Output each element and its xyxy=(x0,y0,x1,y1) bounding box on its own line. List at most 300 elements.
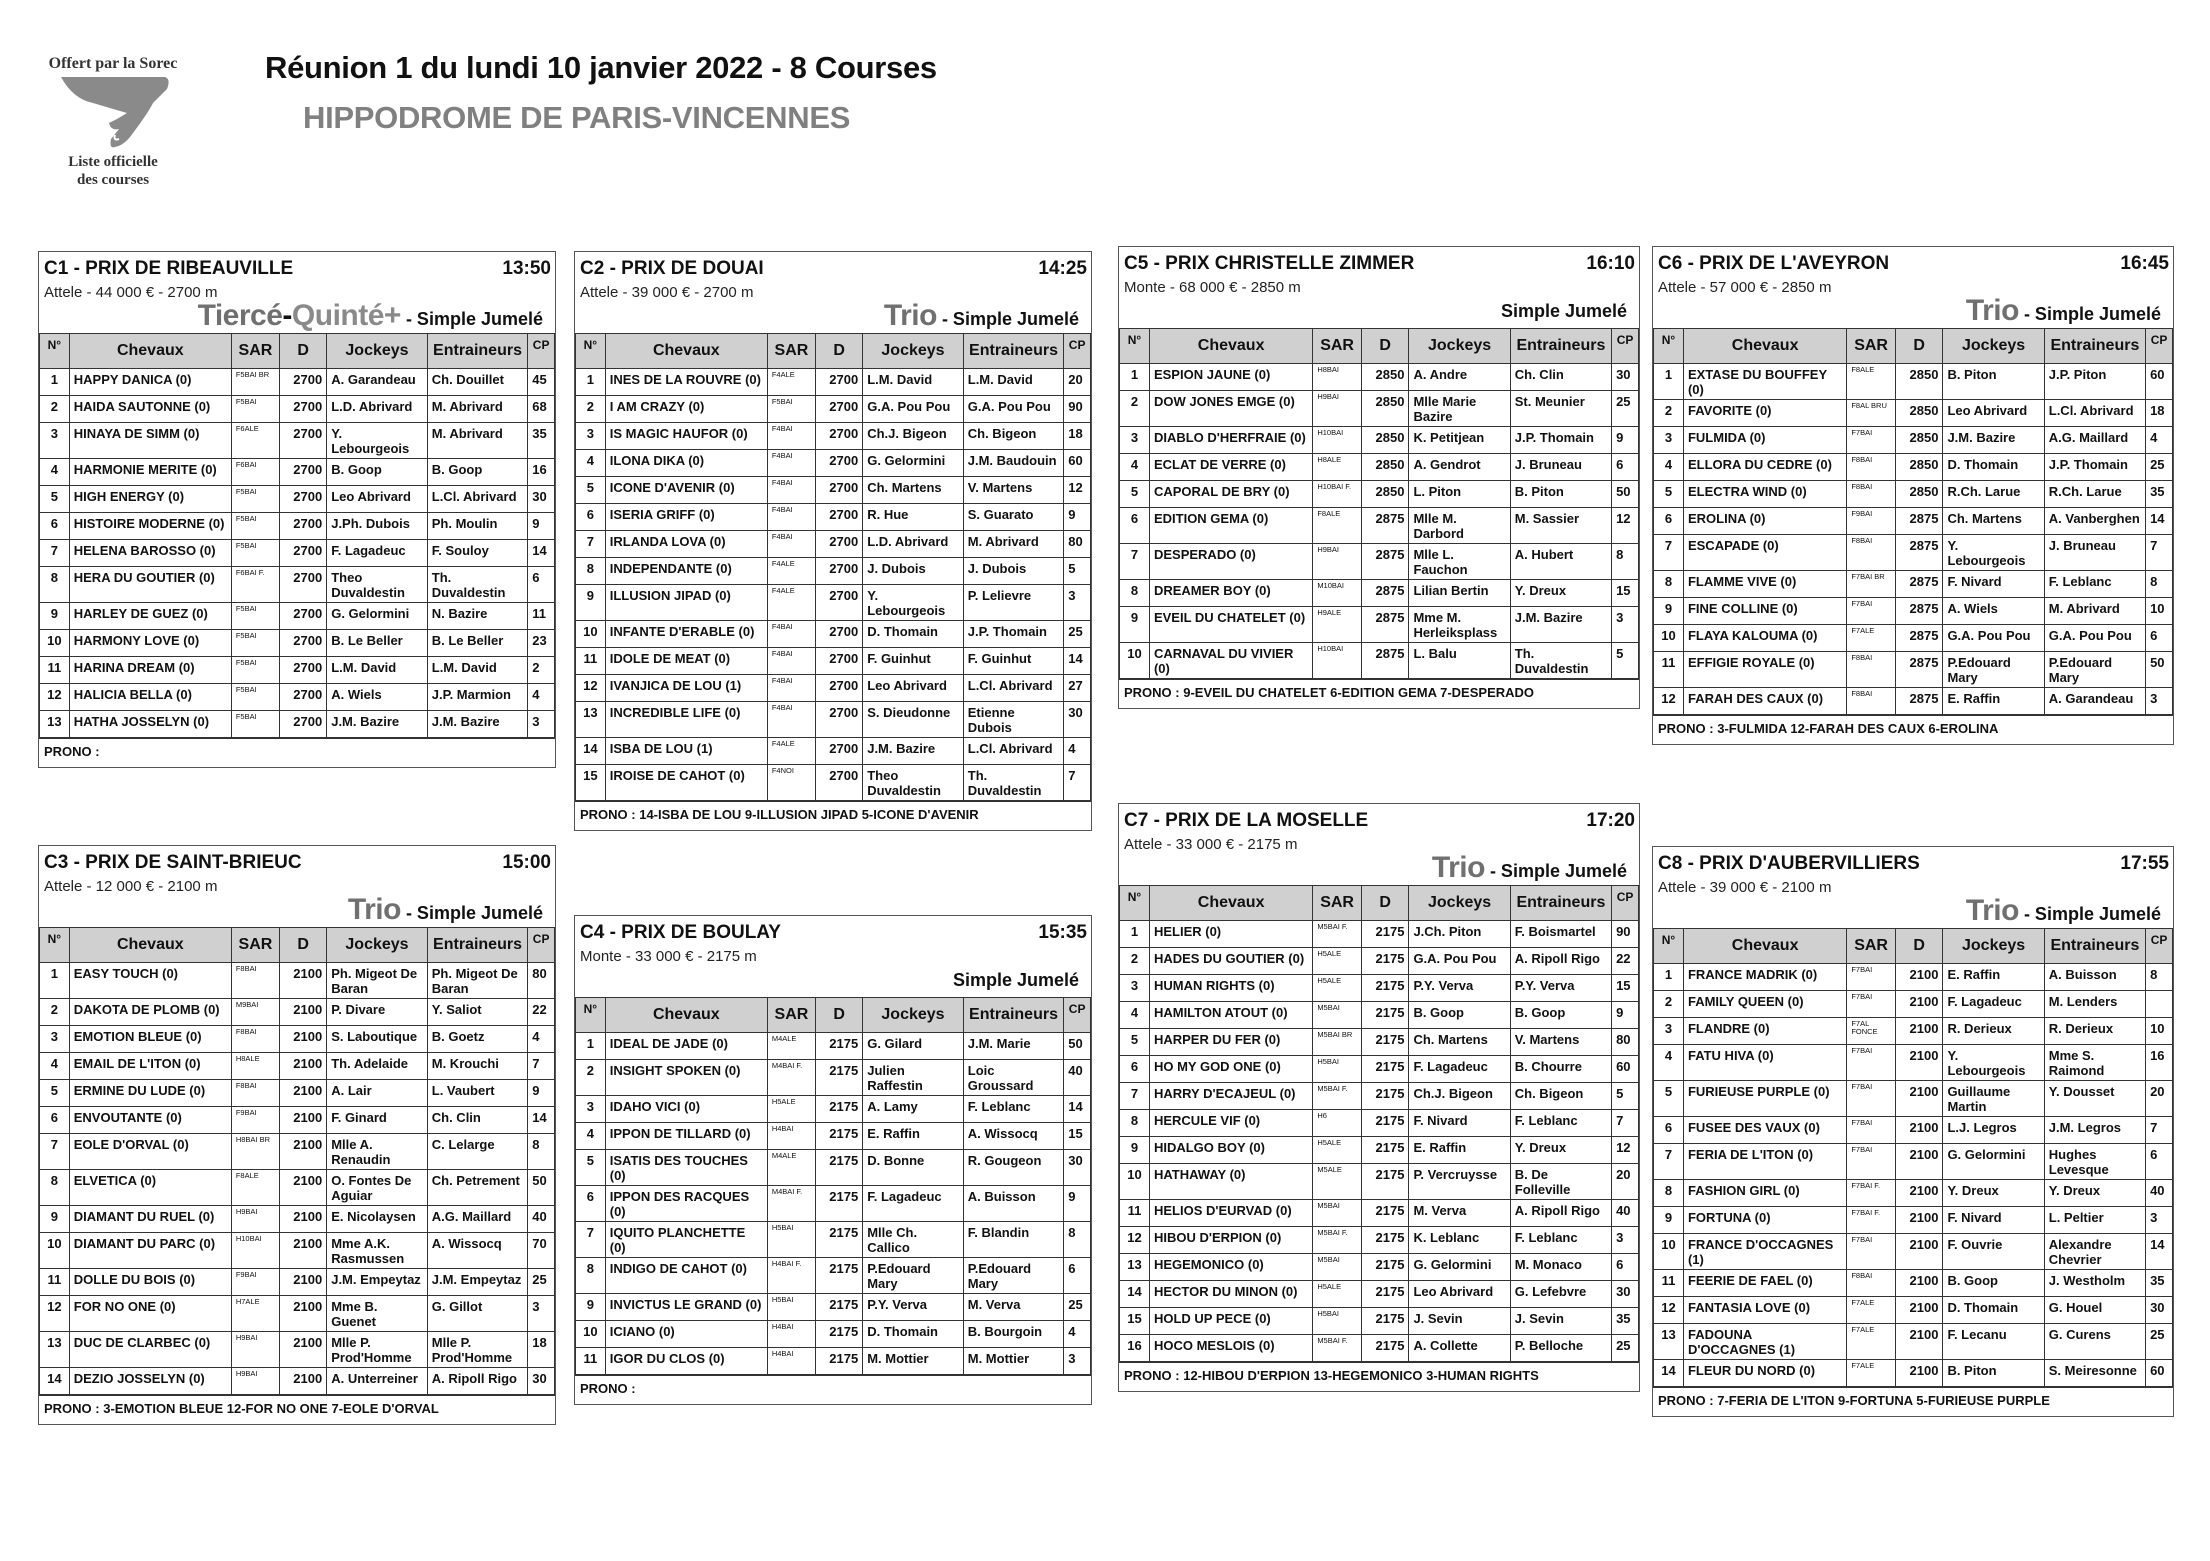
bet-secondary: - Simple Jumelé xyxy=(400,903,543,923)
runner-jockey: Mme B. Guenet xyxy=(327,1296,428,1332)
table-header-row xyxy=(576,334,1091,369)
runner-sar: H8ALE xyxy=(231,1053,279,1080)
runner-jockey: K. Petitjean xyxy=(1409,427,1510,454)
runner-row xyxy=(1654,1144,2173,1180)
runner-horse: FINE COLLINE (0) xyxy=(1683,598,1846,625)
runner-row xyxy=(1654,688,2173,715)
runner-row xyxy=(40,630,555,657)
runner-cp: 14 xyxy=(2146,1234,2173,1270)
runner-sar: M4BAI F. xyxy=(767,1186,815,1222)
runner-cp: 5 xyxy=(1612,643,1639,679)
runner-n: 6 xyxy=(40,1107,70,1134)
runner-jockey: Julien Raffestin xyxy=(863,1060,964,1096)
runner-n: 3 xyxy=(40,423,70,459)
runner-sar: F4ALE xyxy=(767,558,815,585)
runner-sar: M5BAI xyxy=(1313,1002,1362,1029)
runner-sar: F7AL FONCE xyxy=(1847,1018,1896,1045)
runner-sar: H8ALE xyxy=(1313,454,1362,481)
column-header-cp: CP xyxy=(528,928,555,963)
runner-horse: FLAMME VIVE (0) xyxy=(1683,571,1846,598)
column-header-trainer: Entraineurs xyxy=(1510,329,1611,364)
runner-n: 14 xyxy=(576,738,606,765)
runner-horse: HERA DU GOUTIER (0) xyxy=(69,567,231,603)
runner-cp: 14 xyxy=(1064,1096,1091,1123)
runner-cp: 7 xyxy=(2146,1117,2173,1144)
runner-n: 4 xyxy=(40,459,70,486)
column-header-cp: CP xyxy=(1612,329,1639,364)
runner-n: 14 xyxy=(1654,1360,1684,1387)
runner-trainer: J.M. Bazire xyxy=(427,711,528,738)
bet-main xyxy=(884,299,937,332)
runner-jockey: L.J. Legros xyxy=(1943,1117,2044,1144)
runner-jockey: P. Vercruysse xyxy=(1409,1164,1510,1200)
runner-n: 9 xyxy=(1654,1207,1684,1234)
runner-row xyxy=(40,1134,555,1170)
runner-horse: FANTASIA LOVE (0) xyxy=(1683,1297,1846,1324)
runner-horse: DOW JONES EMGE (0) xyxy=(1149,391,1312,427)
runners-table xyxy=(1653,328,2173,715)
runner-d: 2700 xyxy=(816,621,863,648)
runner-horse: ISERIA GRIFF (0) xyxy=(605,504,767,531)
meeting-title: Réunion 1 du lundi 10 janvier 2022 - 8 Courses xyxy=(265,50,937,85)
runner-row xyxy=(40,1206,555,1233)
runner-trainer: M. Verva xyxy=(963,1294,1064,1321)
runner-trainer: Y. Dreux xyxy=(1510,1137,1611,1164)
runner-trainer: L.Cl. Abrivard xyxy=(2044,400,2145,427)
runner-jockey: A. Wiels xyxy=(1943,598,2044,625)
runner-sar: F8ALE xyxy=(231,1170,279,1206)
runner-trainer: Ch. Clin xyxy=(1510,364,1611,391)
runner-horse: EMAIL DE L'ITON (0) xyxy=(69,1053,231,1080)
runner-row xyxy=(40,1107,555,1134)
runner-row xyxy=(1120,1308,1639,1335)
runner-n: 16 xyxy=(1120,1335,1150,1362)
runner-row xyxy=(1120,1164,1639,1200)
runner-row xyxy=(40,1368,555,1395)
runner-jockey: K. Leblanc xyxy=(1409,1227,1510,1254)
table-header-row xyxy=(1120,886,1639,921)
runner-trainer: J.M. Marie xyxy=(963,1033,1064,1060)
runner-cp: 25 xyxy=(2146,1324,2173,1360)
runner-row xyxy=(1120,643,1639,679)
runner-n: 4 xyxy=(40,1053,70,1080)
runner-jockey: E. Raffin xyxy=(1409,1137,1510,1164)
column-header-n: N° xyxy=(1654,929,1684,964)
runner-trainer: J. Westholm xyxy=(2044,1270,2145,1297)
runner-jockey: S. Laboutique xyxy=(327,1026,428,1053)
runner-sar: H5BAI xyxy=(767,1294,815,1321)
runner-cp: 27 xyxy=(1064,675,1091,702)
runner-n: 10 xyxy=(1654,625,1684,652)
runner-sar: F7BAI BR xyxy=(1847,571,1896,598)
runner-row xyxy=(40,1053,555,1080)
runner-trainer: J. Sevin xyxy=(1510,1308,1611,1335)
runner-n: 11 xyxy=(40,657,70,684)
column-header-d: D xyxy=(280,334,327,369)
runner-sar: F9BAI xyxy=(1847,508,1896,535)
race-info: Monte - 68 000 € - 2850 m xyxy=(1124,279,1301,296)
runner-horse: HISTOIRE MODERNE (0) xyxy=(69,513,231,540)
runner-horse: EROLINA (0) xyxy=(1683,508,1846,535)
runner-row xyxy=(1654,1234,2173,1270)
runner-trainer: S. Meiresonne xyxy=(2044,1360,2145,1387)
runner-row xyxy=(576,621,1091,648)
runner-d: 2875 xyxy=(1895,571,1943,598)
runner-sar: F9BAI xyxy=(231,1269,279,1296)
runner-sar: F8BAI xyxy=(1847,652,1896,688)
runner-sar: F5BAI xyxy=(231,657,279,684)
runner-jockey: Ph. Migeot De Baran xyxy=(327,963,428,999)
runner-row xyxy=(1120,1083,1639,1110)
column-header-trainer: Entraineurs xyxy=(2044,929,2145,964)
runner-n: 11 xyxy=(40,1269,70,1296)
runner-cp: 14 xyxy=(528,1107,555,1134)
runner-trainer: J.M. Legros xyxy=(2044,1117,2145,1144)
runner-horse: IGOR DU CLOS (0) xyxy=(605,1348,767,1375)
runner-jockey: J.Ch. Piton xyxy=(1409,921,1510,948)
column-header-jockey: Jockeys xyxy=(1409,329,1510,364)
runner-d: 2100 xyxy=(280,1134,327,1170)
column-header-sar: SAR xyxy=(231,928,279,963)
runner-n: 4 xyxy=(576,1123,606,1150)
race-info: Attele - 44 000 € - 2700 m xyxy=(44,284,218,301)
runner-horse: IQUITO PLANCHETTE (0) xyxy=(605,1222,767,1258)
runner-horse: ESCAPADE (0) xyxy=(1683,535,1846,571)
race-card-c7 xyxy=(1118,803,1640,1392)
runner-jockey: J.M. Empeytaz xyxy=(327,1269,428,1296)
runner-row xyxy=(576,450,1091,477)
runner-sar: F6ALE xyxy=(231,423,279,459)
runner-horse: ICONE D'AVENIR (0) xyxy=(605,477,767,504)
runner-cp: 8 xyxy=(1612,544,1639,580)
runner-sar: F7BAI F. xyxy=(1847,1180,1896,1207)
runner-d: 2875 xyxy=(1895,508,1943,535)
runner-trainer: Y. Dousset xyxy=(2044,1081,2145,1117)
runner-row xyxy=(40,396,555,423)
runner-jockey: B. Goop xyxy=(1943,1270,2044,1297)
runner-cp: 3 xyxy=(1612,1227,1639,1254)
runner-row xyxy=(576,738,1091,765)
runner-sar: F7BAI xyxy=(1847,1144,1896,1180)
runner-row xyxy=(1654,1180,2173,1207)
runner-sar: F5BAI xyxy=(231,540,279,567)
column-header-cp: CP xyxy=(2146,929,2173,964)
column-header-horse: Chevaux xyxy=(1149,886,1312,921)
runners-table xyxy=(1119,885,1639,1362)
column-header-n: N° xyxy=(1120,886,1150,921)
runner-cp: 6 xyxy=(528,567,555,603)
runner-horse: ISBA DE LOU (1) xyxy=(605,738,767,765)
runner-sar: M5BAI F. xyxy=(1313,1227,1362,1254)
runner-d: 2700 xyxy=(816,738,863,765)
runner-trainer: B. Piton xyxy=(1510,481,1611,508)
bet-secondary: - Simple Jumelé xyxy=(400,309,543,329)
runner-n: 5 xyxy=(1120,481,1150,508)
runner-horse: ESPION JAUNE (0) xyxy=(1149,364,1312,391)
runner-cp: 9 xyxy=(1612,427,1639,454)
race-time: 16:10 xyxy=(1586,253,1635,274)
runner-sar: H5BAI xyxy=(1313,1308,1362,1335)
column-header-cp: CP xyxy=(2146,329,2173,364)
runner-horse: HO MY GOD ONE (0) xyxy=(1149,1056,1312,1083)
runner-horse: HIDALGO BOY (0) xyxy=(1149,1137,1312,1164)
runner-cp: 50 xyxy=(528,1170,555,1206)
runner-sar: H10BAI xyxy=(1313,643,1362,679)
runner-trainer: Th. Duvaldestin xyxy=(1510,643,1611,679)
column-header-cp: CP xyxy=(528,334,555,369)
runner-horse: HATHAWAY (0) xyxy=(1149,1164,1312,1200)
runner-n: 13 xyxy=(1120,1254,1150,1281)
runner-horse: ERMINE DU LUDE (0) xyxy=(69,1080,231,1107)
runner-d: 2175 xyxy=(816,1150,863,1186)
runner-n: 1 xyxy=(576,369,606,396)
runner-n: 7 xyxy=(1654,1144,1684,1180)
bet-main xyxy=(1966,894,2019,927)
runner-trainer: M. Sassier xyxy=(1510,508,1611,544)
runner-sar: F8BAI xyxy=(231,1026,279,1053)
runner-cp: 50 xyxy=(1612,481,1639,508)
runner-horse: FEERIE DE FAEL (0) xyxy=(1683,1270,1846,1297)
runner-n: 5 xyxy=(576,1150,606,1186)
runner-cp: 6 xyxy=(2146,625,2173,652)
runner-jockey: F. Lagadeuc xyxy=(1943,991,2044,1018)
runner-jockey: F. Nivard xyxy=(1943,571,2044,598)
runner-cp: 3 xyxy=(1612,607,1639,643)
runner-cp: 6 xyxy=(1612,454,1639,481)
bet-separator: - xyxy=(282,299,292,332)
runner-row xyxy=(1120,975,1639,1002)
runner-cp: 12 xyxy=(1612,508,1639,544)
runner-cp: 50 xyxy=(2146,652,2173,688)
runner-row xyxy=(40,423,555,459)
runner-cp: 3 xyxy=(1064,1348,1091,1375)
runner-jockey: G. Gelormini xyxy=(327,603,428,630)
runner-jockey: F. Lecanu xyxy=(1943,1324,2044,1360)
runner-horse: EDITION GEMA (0) xyxy=(1149,508,1312,544)
runner-n: 9 xyxy=(1654,598,1684,625)
runner-jockey: P.Edouard Mary xyxy=(863,1258,964,1294)
runner-trainer: B. Goop xyxy=(427,459,528,486)
runner-trainer: R. Derieux xyxy=(2044,1018,2145,1045)
runner-jockey: Leo Abrivard xyxy=(327,486,428,513)
runner-sar: H7ALE xyxy=(231,1296,279,1332)
logo-bottom-text: Liste officielle des courses xyxy=(68,154,158,188)
runner-row xyxy=(1654,652,2173,688)
runner-row xyxy=(1120,1137,1639,1164)
runner-jockey: B. Piton xyxy=(1943,1360,2044,1387)
runner-trainer: Alexandre Chevrier xyxy=(2044,1234,2145,1270)
runner-d: 2175 xyxy=(1361,1083,1409,1110)
runner-horse: HAIDA SAUTONNE (0) xyxy=(69,396,231,423)
runner-d: 2175 xyxy=(816,1123,863,1150)
runner-jockey: J.Ph. Dubois xyxy=(327,513,428,540)
runner-sar: F5BAI xyxy=(767,396,815,423)
runner-jockey: Y. Lebourgeois xyxy=(327,423,428,459)
runner-sar: F7ALE xyxy=(1847,1360,1896,1387)
runner-jockey: D. Thomain xyxy=(1943,1297,2044,1324)
runner-d: 2850 xyxy=(1895,427,1943,454)
runner-row xyxy=(576,1222,1091,1258)
runner-horse: DEZIO JOSSELYN (0) xyxy=(69,1368,231,1395)
runner-horse: ICIANO (0) xyxy=(605,1321,767,1348)
runner-d: 2700 xyxy=(280,567,327,603)
runner-sar: F6BAI xyxy=(231,459,279,486)
runner-n: 3 xyxy=(1654,427,1684,454)
runner-sar: F4BAI xyxy=(767,621,815,648)
runner-n: 2 xyxy=(40,396,70,423)
runner-jockey: R.Ch. Larue xyxy=(1943,481,2044,508)
runner-jockey: M. Mottier xyxy=(863,1348,964,1375)
runner-jockey: A. Collette xyxy=(1409,1335,1510,1362)
runner-horse: FLANDRE (0) xyxy=(1683,1018,1846,1045)
runner-cp: 4 xyxy=(528,684,555,711)
runner-cp: 15 xyxy=(1612,580,1639,607)
runner-trainer: F. Leblanc xyxy=(2044,571,2145,598)
runner-d: 2875 xyxy=(1895,535,1943,571)
runner-sar: F5BAI BR xyxy=(231,369,279,396)
runner-trainer: A. Garandeau xyxy=(2044,688,2145,715)
runner-n: 8 xyxy=(1120,580,1150,607)
horse-logo-icon xyxy=(53,73,173,153)
runner-horse: ELECTRA WIND (0) xyxy=(1683,481,1846,508)
runner-row xyxy=(1120,1056,1639,1083)
runner-sar: H9BAI xyxy=(231,1368,279,1395)
runner-trainer: Ph. Migeot De Baran xyxy=(427,963,528,999)
runner-n: 3 xyxy=(40,1026,70,1053)
runner-jockey: G. Gilard xyxy=(863,1033,964,1060)
runner-sar: H5ALE xyxy=(767,1096,815,1123)
runner-sar: F8BAI xyxy=(231,1080,279,1107)
runner-cp: 22 xyxy=(1612,948,1639,975)
column-header-jockey: Jockeys xyxy=(1943,329,2044,364)
runner-sar: F4BAI xyxy=(767,702,815,738)
table-header-row xyxy=(576,998,1091,1033)
bet-types xyxy=(1119,853,1639,885)
runner-d: 2850 xyxy=(1361,364,1409,391)
runner-d: 2100 xyxy=(1895,1144,1943,1180)
table-header-row xyxy=(1120,329,1639,364)
runner-jockey: P. Divare xyxy=(327,999,428,1026)
runner-sar: F5BAI xyxy=(231,684,279,711)
runner-cp: 25 xyxy=(1612,1335,1639,1362)
runner-sar: H8BAI BR xyxy=(231,1134,279,1170)
table-header-row xyxy=(1654,329,2173,364)
runner-jockey: F. Nivard xyxy=(1409,1110,1510,1137)
runner-row xyxy=(576,1060,1091,1096)
bet-types xyxy=(1119,296,1639,328)
runner-horse: HERCULE VIF (0) xyxy=(1149,1110,1312,1137)
runner-cp: 3 xyxy=(528,1296,555,1332)
bet-types xyxy=(39,895,555,927)
runner-row xyxy=(40,684,555,711)
runner-trainer: Hughes Levesque xyxy=(2044,1144,2145,1180)
runner-sar: F4BAI xyxy=(767,477,815,504)
runner-n: 13 xyxy=(1654,1324,1684,1360)
runner-trainer: St. Meunier xyxy=(1510,391,1611,427)
runner-trainer: A. Buisson xyxy=(963,1186,1064,1222)
runner-n: 8 xyxy=(1654,571,1684,598)
runner-row xyxy=(1654,427,2173,454)
runner-d: 2875 xyxy=(1361,580,1409,607)
runner-trainer: F. Boismartel xyxy=(1510,921,1611,948)
runner-sar: H9BAI xyxy=(1313,391,1362,427)
runner-jockey: Leo Abrivard xyxy=(863,675,964,702)
runner-row xyxy=(576,504,1091,531)
runner-cp: 8 xyxy=(2146,964,2173,991)
runner-n: 6 xyxy=(1654,508,1684,535)
runner-horse: INDEPENDANTE (0) xyxy=(605,558,767,585)
column-header-sar: SAR xyxy=(1313,886,1362,921)
runner-sar: H5BAI xyxy=(1313,1056,1362,1083)
runner-cp: 25 xyxy=(528,1269,555,1296)
runner-n: 2 xyxy=(576,1060,606,1096)
runner-sar: M10BAI xyxy=(1313,580,1362,607)
column-header-jockey: Jockeys xyxy=(327,334,428,369)
column-header-jockey: Jockeys xyxy=(1943,929,2044,964)
runner-n: 3 xyxy=(576,1096,606,1123)
runner-n: 4 xyxy=(1120,1002,1150,1029)
runner-jockey: B. Goop xyxy=(327,459,428,486)
runner-d: 2100 xyxy=(280,1080,327,1107)
runner-row xyxy=(1120,1200,1639,1227)
runner-row xyxy=(1120,1281,1639,1308)
runner-horse: HARMONIE MERITE (0) xyxy=(69,459,231,486)
runner-horse: DIAMANT DU RUEL (0) xyxy=(69,1206,231,1233)
runner-cp: 14 xyxy=(528,540,555,567)
runner-trainer: F. Leblanc xyxy=(963,1096,1064,1123)
runner-row xyxy=(40,963,555,999)
runner-jockey: F. Guinhut xyxy=(863,648,964,675)
runner-row xyxy=(1654,454,2173,481)
runner-cp: 25 xyxy=(1612,391,1639,427)
runner-d: 2100 xyxy=(280,1170,327,1206)
runner-d: 2100 xyxy=(280,1269,327,1296)
runner-cp: 10 xyxy=(2146,1018,2173,1045)
runner-d: 2175 xyxy=(1361,1056,1409,1083)
runner-d: 2700 xyxy=(816,531,863,558)
bet-main-a: Trio xyxy=(347,893,401,926)
runner-row xyxy=(40,1269,555,1296)
runner-jockey: Ch. Martens xyxy=(863,477,964,504)
runner-trainer: Ph. Moulin xyxy=(427,513,528,540)
runner-jockey: F. Nivard xyxy=(1943,1207,2044,1234)
runner-cp: 4 xyxy=(2146,427,2173,454)
runner-sar: F9BAI xyxy=(231,1107,279,1134)
runner-cp: 8 xyxy=(2146,571,2173,598)
runner-horse: FAMILY QUEEN (0) xyxy=(1683,991,1846,1018)
runner-cp: 7 xyxy=(528,1053,555,1080)
runner-jockey: Lilian Bertin xyxy=(1409,580,1510,607)
runner-trainer: A.G. Maillard xyxy=(2044,427,2145,454)
runner-row xyxy=(1654,1324,2173,1360)
runner-jockey: R. Hue xyxy=(863,504,964,531)
runner-n: 8 xyxy=(576,1258,606,1294)
column-header-n: N° xyxy=(40,928,70,963)
runners-table xyxy=(39,333,555,738)
runner-trainer: F. Leblanc xyxy=(1510,1110,1611,1137)
runner-d: 2850 xyxy=(1361,454,1409,481)
runner-trainer: Y. Dreux xyxy=(2044,1180,2145,1207)
runner-n: 7 xyxy=(1120,1083,1150,1110)
runner-n: 1 xyxy=(1120,921,1150,948)
runner-n: 10 xyxy=(40,630,70,657)
runner-n: 8 xyxy=(1120,1110,1150,1137)
runner-trainer: J.M. Empeytaz xyxy=(427,1269,528,1296)
runner-n: 5 xyxy=(1120,1029,1150,1056)
runner-horse: IDAHO VICI (0) xyxy=(605,1096,767,1123)
runner-trainer: J.P. Thomain xyxy=(2044,454,2145,481)
runner-row xyxy=(576,1321,1091,1348)
